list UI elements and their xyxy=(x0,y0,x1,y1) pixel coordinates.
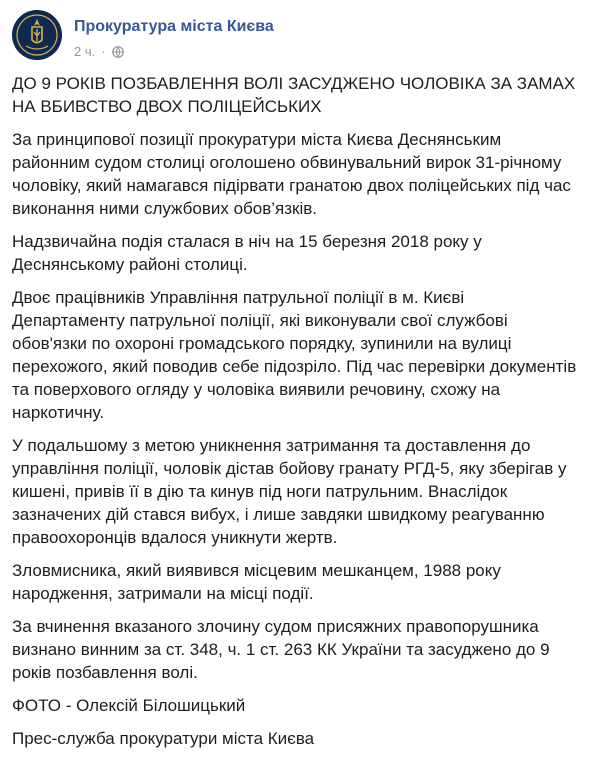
press-service-signature: Прес-служба прокуратури міста Києва xyxy=(12,729,315,748)
post-timestamp[interactable]: 2 ч. xyxy=(74,44,96,59)
meta-separator: · xyxy=(101,44,106,59)
post-paragraph: За вчинення вказаного злочину судом присяжних правопорушника визнано винним за ст. 348, ч. 1 ст. 263 КК України та засуджено до 9 років позбавлення волі. xyxy=(12,617,550,682)
post-body xyxy=(12,72,578,760)
page-avatar[interactable] xyxy=(12,10,62,60)
post-header xyxy=(12,10,582,62)
photo-credit: ФОТО - Олексій Білошицький xyxy=(12,696,246,715)
prosecutor-emblem-icon xyxy=(12,10,62,60)
page-name-link[interactable]: Прокуратура міста Києва xyxy=(74,18,274,35)
globe-icon[interactable] xyxy=(112,46,124,58)
post-headline: ДО 9 РОКІВ ПОЗБАВЛЕННЯ ВОЛІ ЗАСУДЖЕНО ЧОЛОВІКА ЗА ЗАМАХ НА ВБИВСТВО ДВОХ ПОЛІЦЕЙСЬКИХ xyxy=(12,74,576,116)
post-paragraph: Надзвичайна подія сталася в ніч на 15 березня 2018 року у Деснянському районі столиці. xyxy=(12,232,482,274)
post-paragraph: Двоє працівників Управління патрульної поліції в м. Києві Департаменту патрульної поліції, які виконували свої службові обов'язки по охороні громадського порядку, зупинили на вулиці перехожого, який поводив себе підозріло. Під час перевірки документів та поверхового огляду у чоловіка виявили речовину, схожу на наркотичну. xyxy=(12,288,577,422)
post-meta xyxy=(74,44,124,59)
post-paragraph: Зловмисника, який виявився місцевим мешканцем, 1988 року народження, затримали на місці події. xyxy=(12,561,501,603)
post-paragraph: У подальшому з метою уникнення затримання та доставлення до управління поліції, чоловік дістав бойову гранату РГД-5, яку зберігав у кишені, привів її в дію та кинув під ноги патрульним. Внаслідок зазначених дій стався вибух, і лише завдяки швидкому реагуванню правоохоронців вдалося уникнути жертв. xyxy=(12,436,567,547)
post-paragraph: За принципової позиції прокуратури міста Києва Деснянським районним судом столиці оголошено обвинувальний вирок 31-річному чоловіку, який намагався підірвати гранатою двох поліцейських під час виконання ними службових обов’язків. xyxy=(12,130,571,218)
